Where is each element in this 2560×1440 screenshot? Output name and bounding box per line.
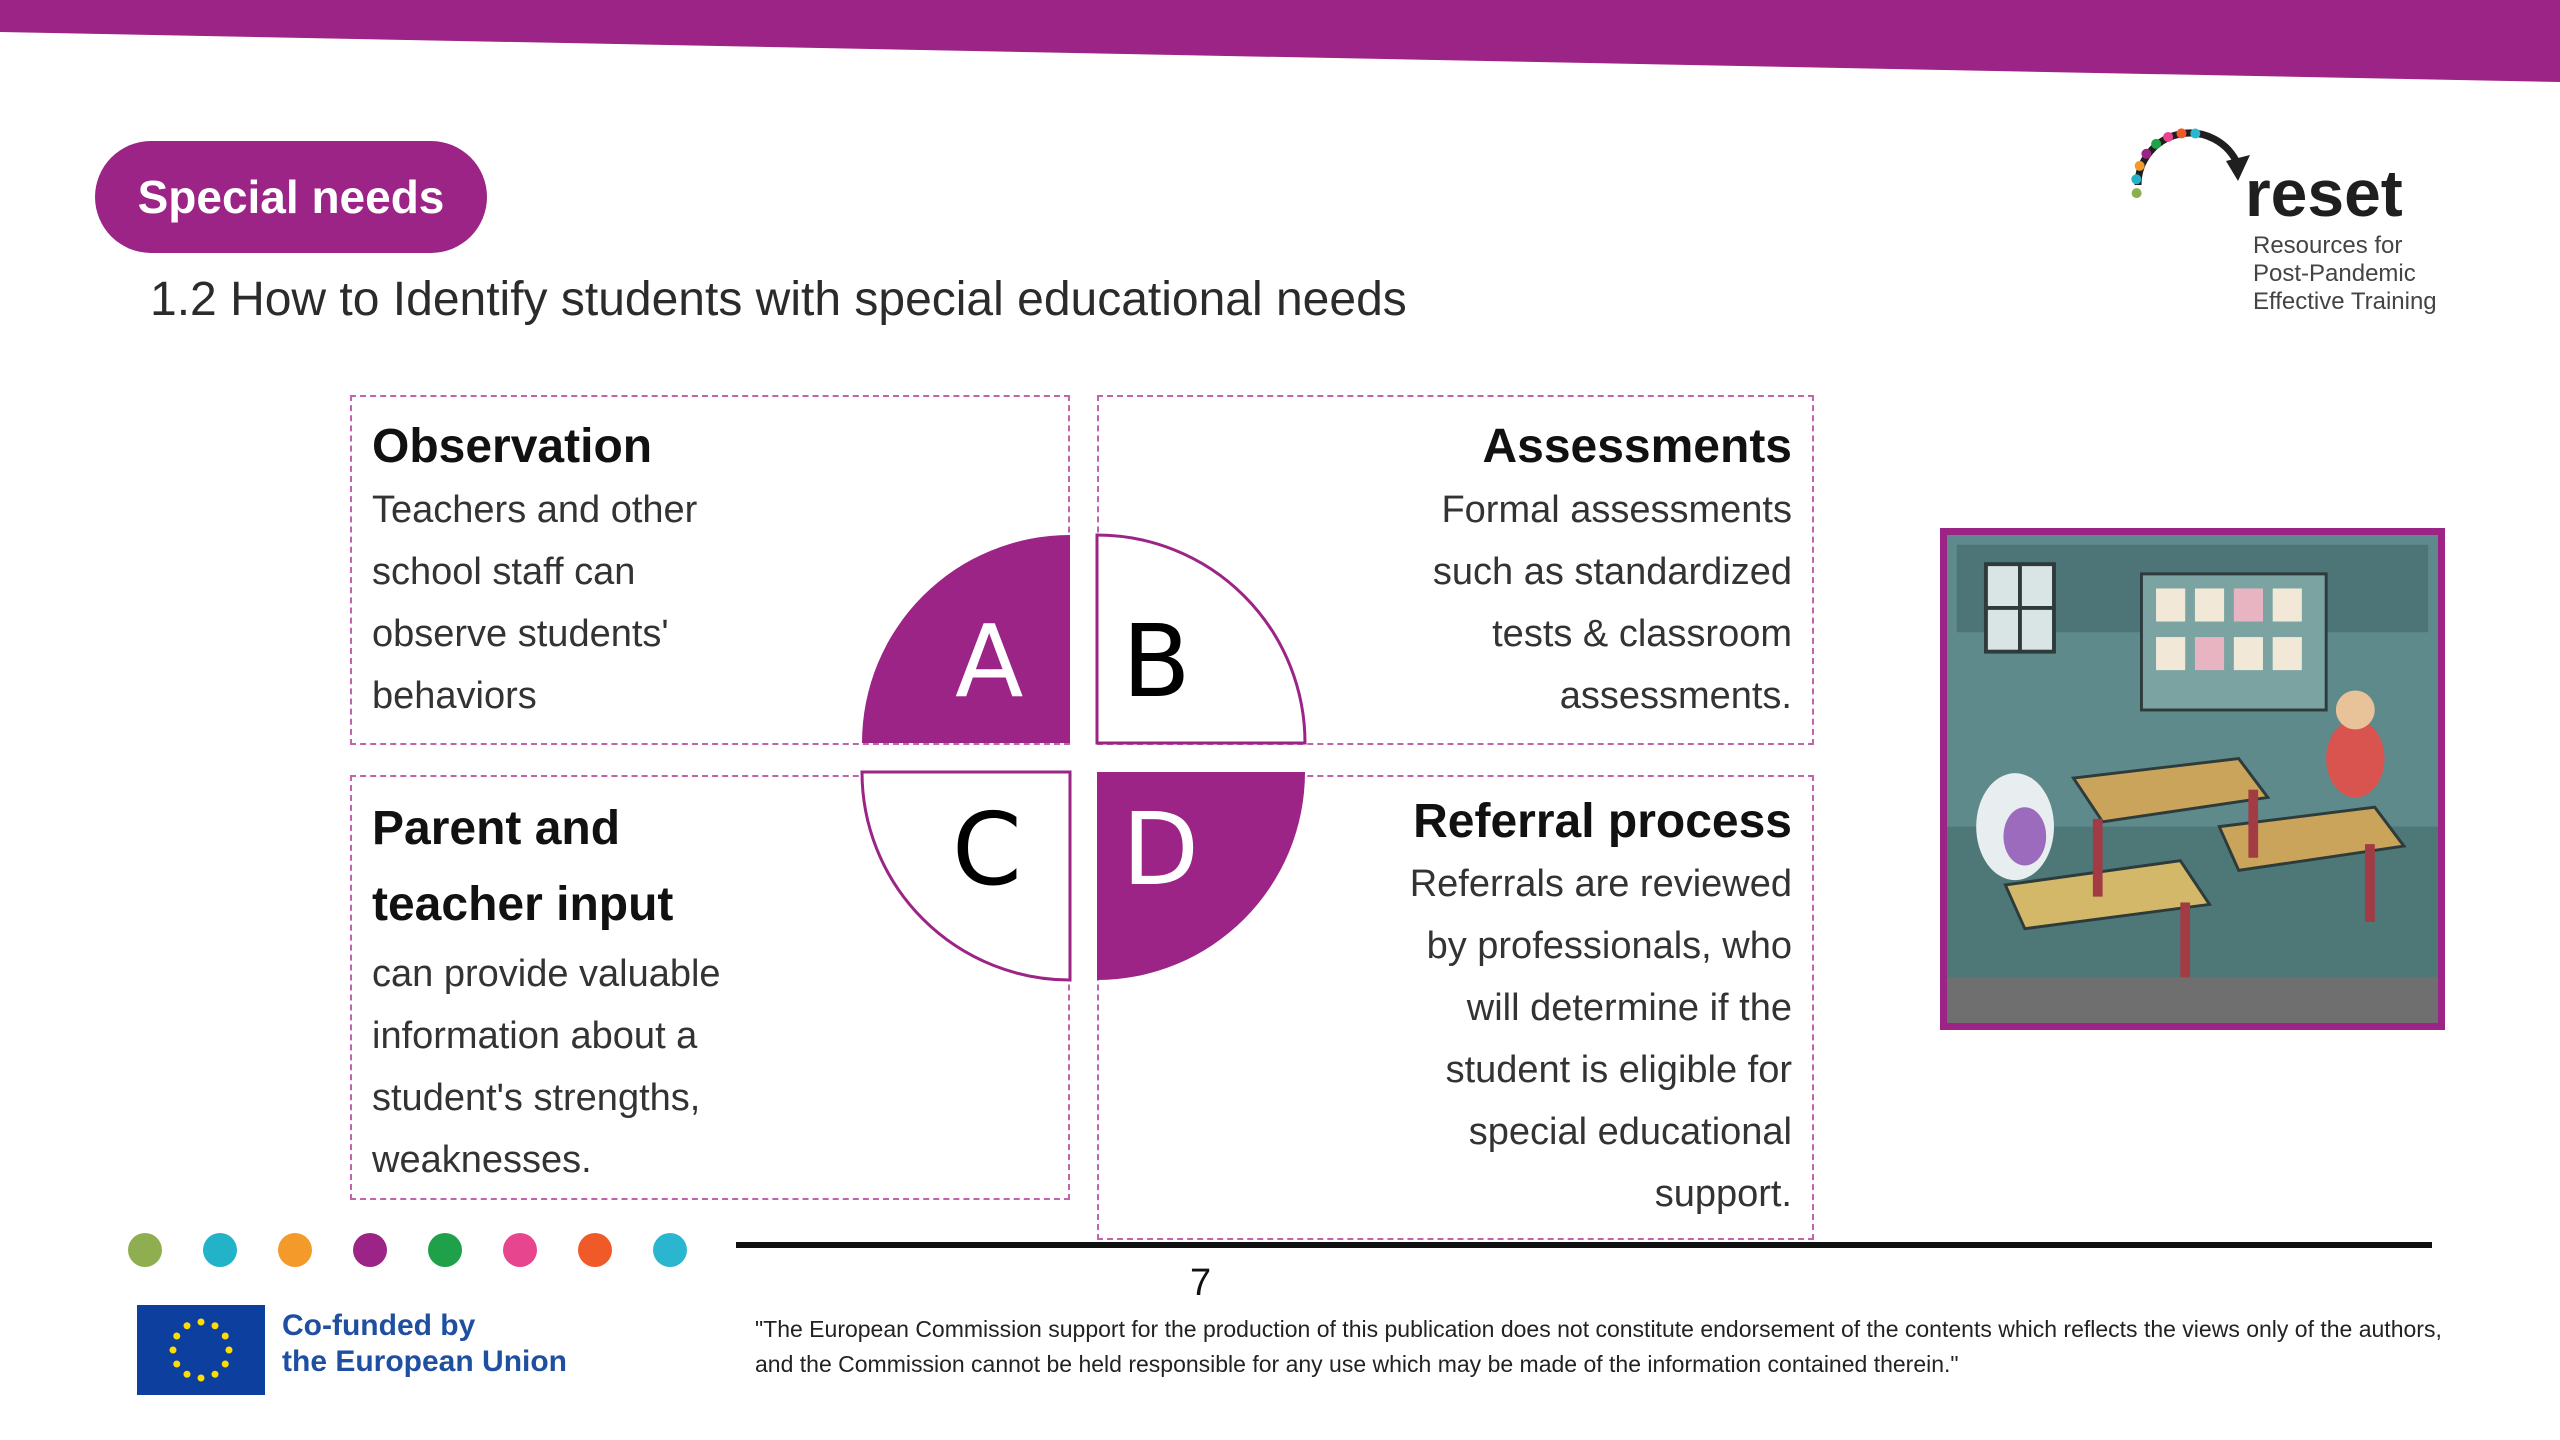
quadrant-a-letter: A: [955, 603, 1024, 720]
section-badge: [95, 141, 487, 253]
eu-star: [212, 1322, 219, 1329]
card-assessments-title: Assessments: [1482, 420, 1792, 473]
eu-star: [173, 1333, 180, 1340]
logo-tagline-line-2: Post-Pandemic: [2253, 260, 2416, 287]
eu-text-line-1: Co-funded by: [282, 1309, 476, 1342]
card-referral-title: Referral process: [1413, 795, 1792, 848]
card-referral-line: special educational: [1468, 1111, 1792, 1153]
color-dot: [503, 1233, 537, 1267]
footer-divider: [736, 1242, 2432, 1248]
eu-star: [222, 1333, 229, 1340]
classroom-illustration: [1940, 528, 2445, 1030]
card-observation-line: observe students': [372, 613, 669, 655]
logo-dot: [2132, 188, 2142, 198]
card-assessments-line: such as standardized: [1432, 551, 1792, 593]
eu-star: [184, 1371, 191, 1378]
card-observation-title: Observation: [372, 420, 653, 473]
eu-star: [222, 1361, 229, 1368]
card-referral-line: Referrals are reviewed: [1409, 863, 1792, 905]
reset-logo-icon: [2120, 105, 2260, 245]
top-banner: [0, 0, 2560, 90]
quadrant-b-letter: B: [1122, 603, 1191, 720]
logo-tagline-line-3: Effective Training: [2253, 288, 2437, 315]
card-assessments-line: assessments.: [1559, 675, 1792, 717]
logo-tagline-line-1: Resources for: [2253, 232, 2403, 259]
card-parent-teacher-line: student's strengths,: [372, 1077, 701, 1119]
card-referral-line: support.: [1654, 1173, 1792, 1215]
card-parent-teacher-title-line-1: Parent and: [372, 802, 621, 855]
card-observation-line: Teachers and other: [372, 489, 698, 531]
card-parent-teacher-line: can provide valuable: [372, 953, 721, 995]
card-assessments-line: Formal assessments: [1441, 489, 1792, 531]
color-dots-row: [125, 1230, 705, 1270]
eu-text-line-2: the European Union: [282, 1345, 567, 1378]
card-referral-line: by professionals, who: [1426, 925, 1792, 967]
logo-dot: [2135, 161, 2145, 171]
logo-dot: [2190, 129, 2200, 139]
section-badge-label: Special needs: [137, 171, 445, 223]
eu-star: [198, 1375, 205, 1382]
logo-dot: [2151, 139, 2161, 149]
color-dot: [653, 1233, 687, 1267]
card-assessments-line: tests & classroom: [1492, 613, 1792, 655]
card-observation-line: school staff can: [372, 551, 636, 593]
page-number: 7: [1190, 1262, 1212, 1304]
eu-star: [184, 1322, 191, 1329]
logo-dot: [2141, 149, 2151, 159]
card-observation-line: behaviors: [372, 675, 537, 717]
card-referral-line: will determine if the: [1466, 987, 1792, 1029]
logo-wordmark: reset: [2245, 156, 2403, 230]
abcd-quadrant-graphic: [850, 530, 1310, 990]
eu-flag-icon: [137, 1305, 265, 1395]
card-parent-teacher-title-line-2: teacher input: [372, 878, 674, 931]
eu-star: [212, 1371, 219, 1378]
color-dot: [203, 1233, 237, 1267]
card-referral-line: student is eligible for: [1445, 1049, 1792, 1091]
logo-dot: [2176, 128, 2186, 138]
color-dot: [578, 1233, 612, 1267]
eu-star: [170, 1347, 177, 1354]
eu-cofunded-text: [282, 1308, 567, 1380]
disclaimer-text: "The European Commission support for the production of this publication does not constitute endorsement of the contents which reflects the views only of the authors, and the Commission cannot be held responsible for any use which may be made of the information contained therein.": [755, 1316, 2442, 1377]
color-dot: [353, 1233, 387, 1267]
color-dot: [278, 1233, 312, 1267]
eu-star: [226, 1347, 233, 1354]
color-dot: [428, 1233, 462, 1267]
card-parent-teacher-line: information about a: [372, 1015, 698, 1057]
quadrant-c-letter: C: [952, 791, 1022, 908]
card-parent-teacher-line: weaknesses.: [372, 1139, 592, 1181]
logo-dot: [2131, 174, 2141, 184]
eu-star: [198, 1319, 205, 1326]
page-subtitle: 1.2 How to Identify students with special educational needs: [150, 273, 1407, 326]
quadrant-d-letter: D: [1122, 791, 1200, 908]
eu-star: [173, 1361, 180, 1368]
logo-dot: [2163, 132, 2173, 142]
color-dot: [128, 1233, 162, 1267]
